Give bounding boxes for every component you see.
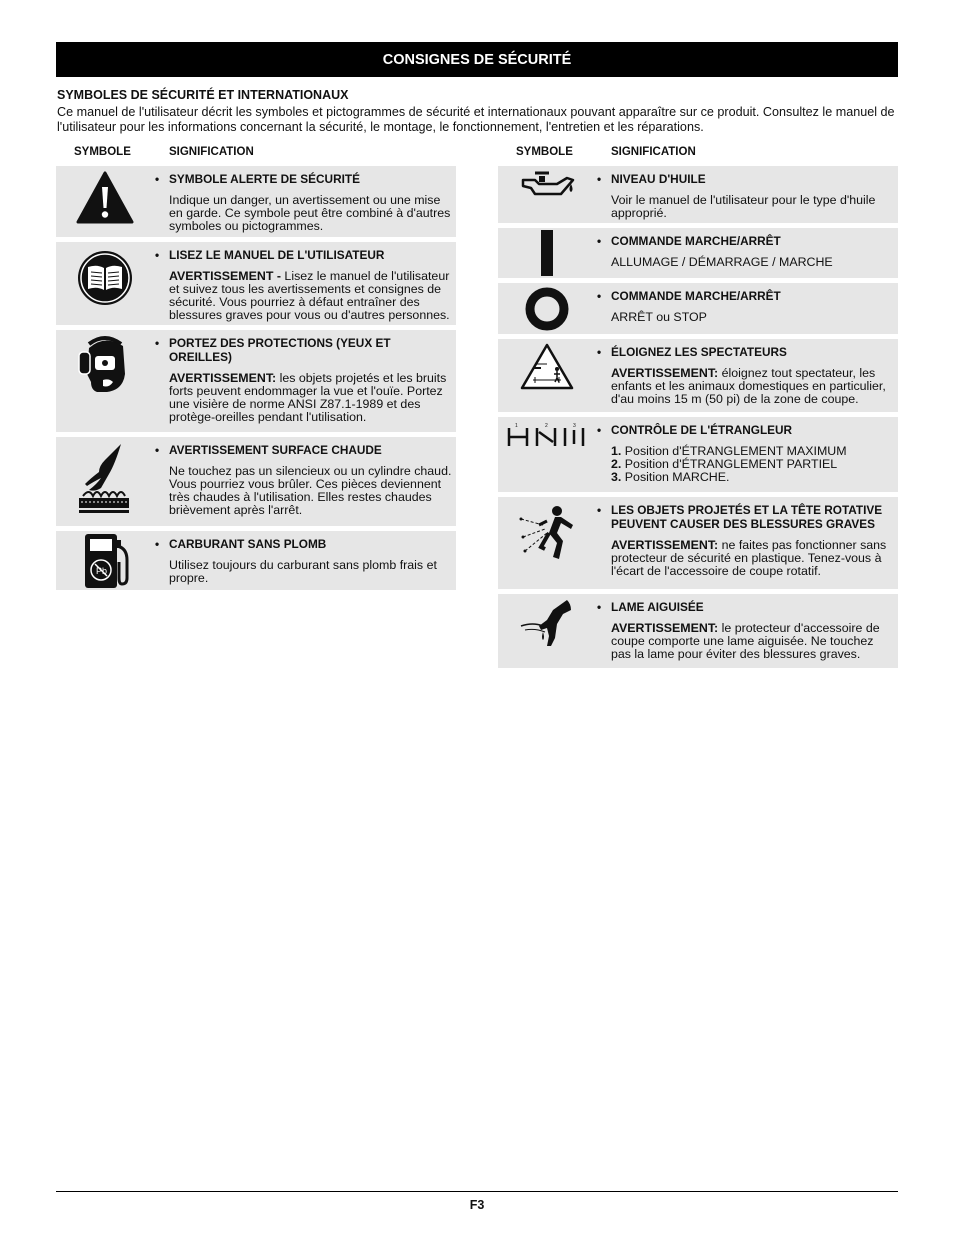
svg-text:3: 3 bbox=[573, 423, 576, 429]
symbol-row bbox=[498, 339, 898, 412]
symbol-title: • COMMANDE MARCHE/ARRÊT bbox=[597, 234, 894, 248]
symbol-title: • LES OBJETS PROJETÉS ET LA TÊTE ROTATIVE PEUVENT CAUSER DES BLESSURES GRAVES bbox=[597, 503, 894, 531]
svg-text:Pb: Pb bbox=[96, 566, 108, 576]
symbol-row bbox=[498, 497, 898, 589]
symbol-row bbox=[56, 531, 456, 590]
unleaded-fuel-icon bbox=[56, 531, 154, 590]
svg-text:2: 2 bbox=[545, 423, 548, 429]
symbol-description: Indique un danger, un avertissement ou une mise en garde. Ce symbole peut être combiné à d'autres symboles ou pictogrammes. bbox=[169, 193, 451, 233]
choke-position-item: 3. Position MARCHE. bbox=[611, 470, 730, 484]
symbol-title: • SYMBOLE ALERTE DE SÉCURITÉ bbox=[155, 172, 452, 186]
footer-divider bbox=[56, 1191, 898, 1192]
symbol-title: • AVERTISSEMENT SURFACE CHAUDE bbox=[155, 443, 452, 457]
eye-ear-protection-icon bbox=[56, 330, 154, 432]
symbol-description: AVERTISSEMENT: le protecteur d'accessoire de coupe comporte une lame aiguisée. Ne touchez pas la lame pour éviter des blessures graves. bbox=[611, 621, 880, 661]
section-header-bar bbox=[56, 42, 898, 77]
symbol-description: Utilisez toujours du carburant sans plomb frais et propre. bbox=[169, 558, 437, 585]
symbol-title: • ÉLOIGNEZ LES SPECTATEURS bbox=[597, 345, 894, 359]
symbol-row bbox=[56, 166, 456, 237]
symbol-row bbox=[56, 242, 456, 325]
symbol-column-header: SYMBOLE bbox=[74, 146, 131, 158]
hot-surface-icon bbox=[56, 437, 154, 526]
symbol-description bbox=[597, 445, 894, 484]
symbol-title: • COMMANDE MARCHE/ARRÊT bbox=[597, 289, 894, 303]
header-title: CONSIGNES DE SÉCURITÉ bbox=[382, 51, 572, 68]
keep-bystanders-away-icon bbox=[498, 339, 596, 412]
symbol-description: AVERTISSEMENT: les objets projetés et les bruits forts peuvent endommager la vue et l'ouïe. Portez une visière de norme ANSI Z87.1-1989 et des protège-oreilles pendant l'utilisation. bbox=[169, 371, 447, 424]
column-headers bbox=[498, 144, 898, 166]
symbol-description: Ne touchez pas un silencieux ou un cylindre chaud. Vous pourriez vous brûler. Ces pièces deviennent très chaudes à l'utilisation. Elles restes chaudes brièvement après l'arrêt. bbox=[169, 464, 452, 517]
symbol-description: AVERTISSEMENT - Lisez le manuel de l'utilisateur et suivez tous les avertissements et consignes de sécurité. Vous pourriez à défaut entraîner des blessures graves pour vous ou d'autres personnes. bbox=[169, 269, 450, 322]
oil-can-icon bbox=[498, 166, 596, 223]
warning-triangle-icon bbox=[56, 166, 154, 237]
sharp-blade-icon bbox=[498, 594, 596, 668]
symbol-title: • LAME AIGUISÉE bbox=[597, 600, 894, 614]
read-manual-icon bbox=[56, 242, 154, 325]
meaning-column-header: SIGNIFICATION bbox=[611, 146, 696, 158]
choke-position-item: 1. Position d'ÉTRANGLEMENT MAXIMUM bbox=[611, 444, 847, 458]
symbol-title: • PORTEZ DES PROTECTIONS (YEUX ET OREILLES) bbox=[155, 336, 452, 364]
column-headers bbox=[56, 144, 456, 166]
section-title: SYMBOLES DE SÉCURITÉ ET INTERNATIONAUX bbox=[57, 88, 349, 102]
symbol-row bbox=[498, 594, 898, 668]
symbol-row bbox=[56, 437, 456, 526]
svg-text:1: 1 bbox=[515, 423, 518, 429]
page-number: F3 bbox=[469, 1198, 485, 1212]
off-switch-icon bbox=[498, 283, 596, 334]
symbol-row bbox=[498, 417, 898, 492]
on-switch-icon bbox=[498, 228, 596, 278]
meaning-column-header: SIGNIFICATION bbox=[169, 146, 254, 158]
thrown-objects-icon bbox=[498, 497, 596, 589]
symbol-description: AVERTISSEMENT: éloignez tout spectateur, les enfants et les animaux domestiques en particulier, d'au moins 15 m (50 pi) de la zone de coupe. bbox=[611, 366, 886, 406]
symbol-title: • CONTRÔLE DE L'ÉTRANGLEUR bbox=[597, 423, 894, 437]
symbol-description: Voir le manuel de l'utilisateur pour le type d'huile approprié. bbox=[611, 193, 876, 220]
intro-paragraph: Ce manuel de l'utilisateur décrit les symboles et pictogrammes de sécurité et internationaux pouvant apparaître sur ce produit. Consultez le manuel de l'utilisateur pour les informations concernant la sécurité, le montage, le fonctionnement, l'entretien et les réparations. bbox=[57, 105, 895, 134]
symbol-row bbox=[56, 330, 456, 432]
symbol-title: • NIVEAU D'HUILE bbox=[597, 172, 894, 186]
symbol-description: AVERTISSEMENT: ne faites pas fonctionner sans protecteur de sécurité en plastique. Tenez-vous à l'écart de l'accessoire de coupe rotatif. bbox=[611, 538, 887, 578]
symbol-row bbox=[498, 283, 898, 334]
symbol-description: ALLUMAGE / DÉMARRAGE / MARCHE bbox=[611, 255, 833, 269]
right-symbol-table bbox=[498, 144, 898, 673]
symbol-column-header: SYMBOLE bbox=[516, 146, 573, 158]
symbol-row bbox=[498, 166, 898, 223]
left-symbol-table bbox=[56, 144, 456, 595]
choke-position-item: 2. Position d'ÉTRANGLEMENT PARTIEL bbox=[611, 457, 838, 471]
symbol-row bbox=[498, 228, 898, 278]
choke-control-icon bbox=[498, 417, 596, 492]
symbol-title: • CARBURANT SANS PLOMB bbox=[155, 537, 452, 551]
symbol-title: • LISEZ LE MANUEL DE L'UTILISATEUR bbox=[155, 248, 452, 262]
symbol-description: ARRÊT ou STOP bbox=[611, 310, 707, 324]
